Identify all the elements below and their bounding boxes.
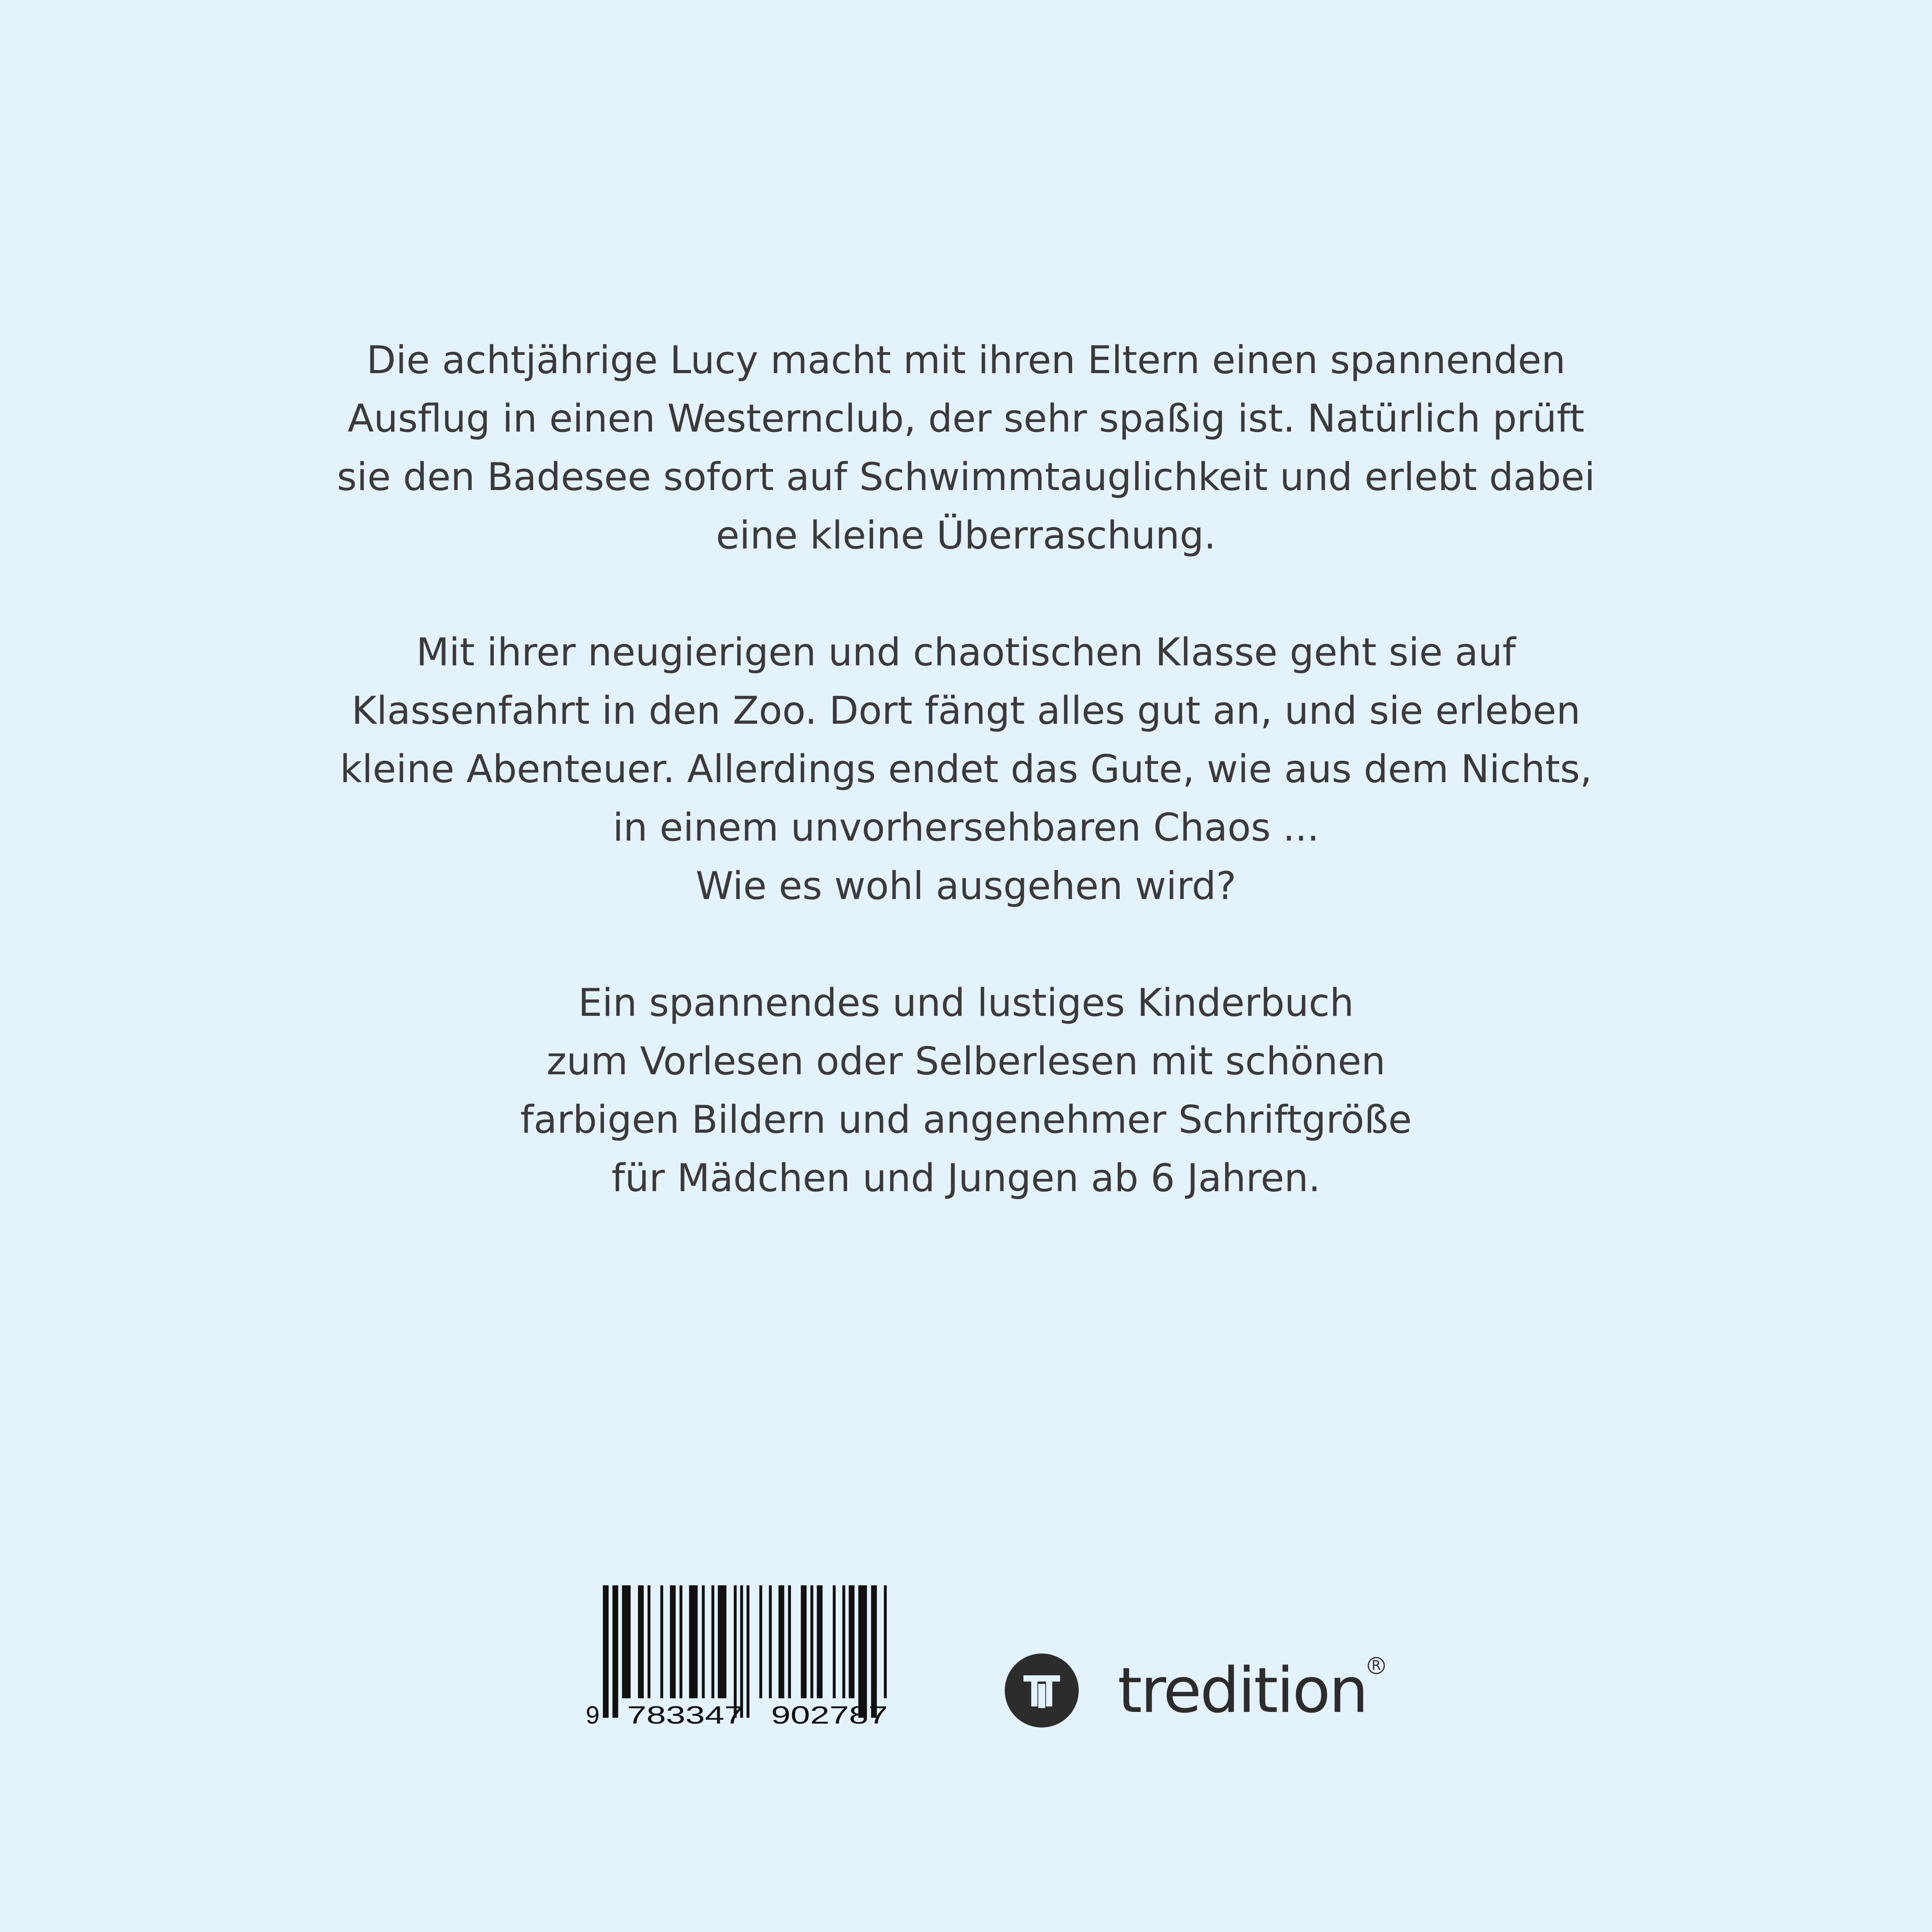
barcode-bar [833,1585,835,1698]
barcode-bar [849,1585,854,1698]
blurb-paragraph-2 [0,623,1932,915]
barcode-bar [747,1585,749,1718]
barcode-bar [778,1585,784,1698]
blurb-line: Ein spannendes und lustiges Kinderbuch [578,981,1354,1025]
barcode-bar [689,1585,697,1698]
tredition-logo-icon [1005,1653,1079,1728]
barcode-bar [702,1585,704,1698]
barcode-left-digits: 783347 [627,1701,744,1729]
barcode-right-digits: 902787 [771,1701,888,1729]
blurb-line: zum Vorlesen oder Selberlesen mit schönen [546,1039,1386,1084]
publisher-name-text: tredition [1118,1654,1367,1727]
barcode-bar [648,1585,650,1698]
blurb-paragraph-3 [0,974,1932,1208]
blurb-line: für Mädchen und Jungen ab 6 Jahren. [611,1156,1321,1200]
back-cover-blurb [0,331,1932,1266]
blurb-line: Klassenfahrt in den Zoo. Dort fängt alles gut an, und sie erleben [351,689,1581,733]
isbn-barcode [584,1581,915,1729]
barcode-bar [638,1585,644,1698]
barcode-graphic [584,1581,915,1729]
barcode-bar [670,1585,676,1698]
blurb-line: Wie es wohl ausgehen wird? [696,864,1236,908]
barcode-bars [603,1585,887,1718]
barcode-bar [613,1585,618,1718]
barcode-bar [712,1585,714,1698]
barcode-bar [788,1585,791,1698]
barcode-bar [622,1585,630,1698]
registered-mark-icon: R [1368,1657,1385,1674]
blurb-line: Mit ihrer neugierigen und chaotischen Klasse geht sie auf [416,630,1516,675]
publisher-brand [1005,1648,1381,1733]
blurb-line: eine kleine Überraschung. [716,513,1216,558]
barcode-bar [759,1585,762,1698]
barcode-bar [810,1585,813,1698]
barcode-bar [858,1585,867,1718]
barcode-digits [586,1701,888,1729]
blurb-line: Die achtjährige Lucy macht mit ihren Eltern einen spannenden [366,338,1566,383]
publisher-name [1118,1654,1381,1727]
barcode-bar [660,1585,663,1698]
barcode-bar [680,1585,682,1698]
barcode-first-digit: 9 [586,1701,600,1729]
barcode-bar [734,1585,736,1718]
blurb-line: sie den Badesee sofort auf Schwimmtauglichkeit und erlebt dabei [337,455,1595,499]
barcode-bar [871,1585,877,1718]
blurb-line: Ausflug in einen Westernclub, der sehr spaßig ist. Natürlich prüft [347,397,1585,441]
blurb-line: kleine Abenteuer. Allerdings endet das Gute, wie aus dem Nichts, [340,747,1592,791]
barcode-bar [603,1585,609,1718]
barcode-bar [801,1585,807,1698]
blurb-paragraph-1 [0,331,1932,565]
barcode-bar [842,1585,845,1698]
barcode-bar [740,1585,743,1718]
barcode-bar [769,1585,771,1698]
barcode-bar [884,1585,887,1698]
barcode-bar [817,1585,822,1698]
blurb-line: in einem unvorhersehbaren Chaos ... [613,806,1319,850]
barcode-bar [718,1585,726,1698]
blurb-line: farbigen Bildern und angenehmer Schriftgröße [520,1098,1412,1142]
